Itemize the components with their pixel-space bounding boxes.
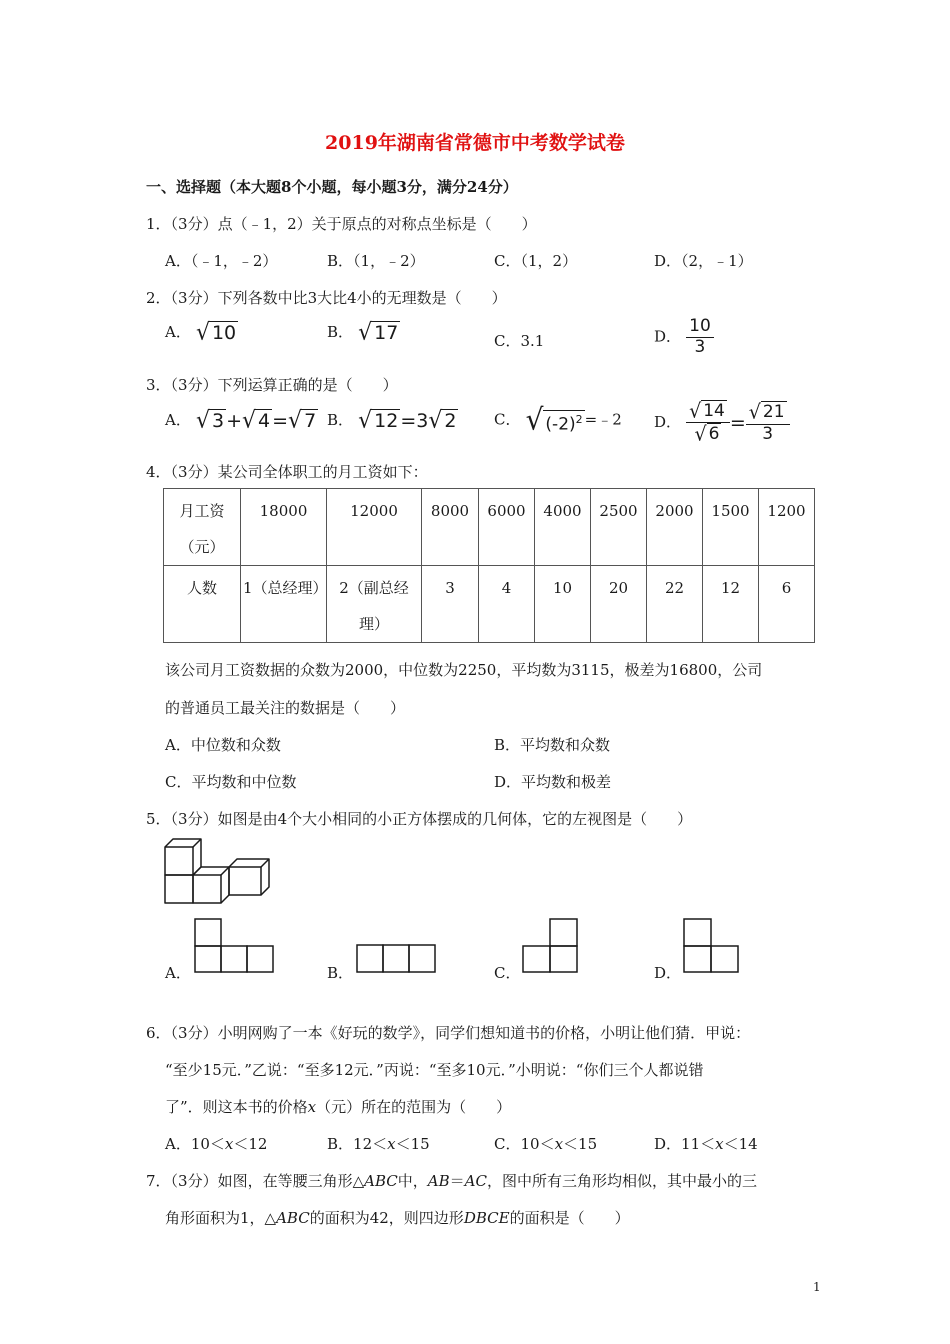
equals-coefficient: =3 [400, 409, 429, 432]
text-segment: 的面积是（ ） [509, 1209, 630, 1227]
radicand: 21 [762, 402, 785, 423]
radicand: 6 [708, 424, 720, 445]
q1-option-d: D．（2，﹣1） [654, 252, 753, 270]
table-cell: 18000 [241, 489, 327, 566]
text-segment: 角形面积为1，△ [165, 1209, 277, 1227]
radicand: 2 [444, 410, 457, 433]
q6-option-b [327, 1133, 430, 1154]
sqrt-expression: √ 10 [195, 319, 237, 346]
radicand: 12 [374, 410, 399, 433]
variable: x [387, 1135, 396, 1153]
equals-sign: = [729, 411, 746, 434]
radicand: 4 [258, 410, 271, 433]
denominator: 3 [694, 336, 706, 357]
table-cell: 3 [422, 566, 479, 643]
question-7-line2 [165, 1207, 630, 1228]
q6-option-c [494, 1133, 597, 1154]
text-segment: ＜12 [233, 1135, 268, 1153]
table-header-salary: 月工资（元） [164, 489, 241, 566]
text-segment: C．10＜ [494, 1135, 555, 1153]
q4-option-b: B．平均数和众数 [494, 736, 611, 754]
q4-option-d: D．平均数和极差 [494, 773, 612, 791]
table-cell: 12000 [327, 489, 422, 566]
table-row [164, 489, 815, 566]
table-cell: 2（副总经理） [327, 566, 422, 643]
q2-option-b [327, 321, 400, 344]
q6-option-a [165, 1133, 267, 1154]
table-cell: 1200 [759, 489, 815, 566]
q1-option-a: A．（﹣1，﹣2） [165, 252, 278, 270]
q3-option-b [327, 409, 458, 432]
q3-a-label: A． [165, 411, 191, 429]
fraction [686, 317, 714, 357]
numerator: √ 21 [746, 401, 790, 424]
variable: ABC [276, 1209, 310, 1227]
table-cell: 22 [647, 566, 703, 643]
q5-option-d-view [683, 918, 741, 974]
text-segment: ，图中所有三角形均相似，其中最小的三 [486, 1172, 757, 1190]
question-6-line3 [165, 1096, 511, 1117]
fraction [746, 401, 790, 444]
table-header-count: 人数 [164, 566, 241, 643]
table-cell: 1（总经理） [241, 566, 327, 643]
plus-sign: + [226, 409, 242, 432]
q2-option-a [165, 321, 238, 344]
text-segment: 了”．则这本书的价格 [165, 1098, 308, 1116]
q3-option-d [654, 400, 790, 445]
radicand: 3 [211, 410, 225, 433]
q1-option-b: B．（1，﹣2） [327, 252, 425, 270]
cube-solid-figure [163, 835, 273, 907]
q5-option-c-view [522, 918, 580, 974]
q6-option-d [654, 1133, 758, 1154]
table-cell: 6000 [479, 489, 535, 566]
q5-option-d-label: D． [654, 964, 682, 982]
text-segment: ＜15 [563, 1135, 598, 1153]
sqrt-expression: √ 4 [241, 407, 271, 434]
sqrt-expression: √ 3 [195, 407, 225, 434]
table-cell: 4000 [535, 489, 591, 566]
question-5-stem: 5．（3分）如图是由4个大小相同的小正方体摆成的几何体，它的左视图是（ ） [146, 810, 693, 828]
text-segment: 7．（3分）如图，在等腰三角形△ [146, 1172, 365, 1190]
question-4-stem: 4．（3分）某公司全体职工的月工资如下： [146, 463, 428, 481]
q3-d-label: D． [654, 413, 682, 432]
sqrt-expression: √ 7 [288, 407, 317, 434]
table-cell: 10 [535, 566, 591, 643]
text-segment: ＜14 [723, 1135, 758, 1153]
text-segment: 的面积为42，则四边形 [309, 1209, 464, 1227]
q2-option-d [654, 317, 714, 357]
question-2-stem: 2．（3分）下列各数中比3大比4小的无理数是（ ） [146, 289, 507, 307]
exponent: 2 [575, 412, 583, 426]
q3-option-c [494, 402, 622, 437]
question-6-line1: 6．（3分）小明网购了一本《好玩的数学》，同学们想知道书的价格，小明让他们猜．甲说： [146, 1024, 751, 1042]
variable: AC [464, 1172, 487, 1190]
text-segment: B．12＜ [327, 1135, 388, 1153]
q5-option-b-view [356, 944, 438, 974]
variable: AB [427, 1172, 450, 1190]
q5-option-a-view [194, 918, 276, 974]
q4-text-line2: 的普通员工最关注的数据是（ ） [165, 699, 406, 717]
radicand: 14 [703, 401, 725, 421]
sqrt-expression: √ 2 [428, 407, 457, 434]
sqrt-expression: √ 12 [358, 407, 399, 434]
question-3-stem: 3．（3分）下列运算正确的是（ ） [146, 376, 398, 394]
q2-option-c: C．3.1 [494, 332, 545, 350]
radicand: 17 [374, 322, 399, 345]
question-1-stem: 1．（3分）点（﹣1，2）关于原点的对称点坐标是（ ） [146, 215, 537, 233]
variable: x [224, 1135, 234, 1153]
table-cell: 1500 [703, 489, 759, 566]
text-segment: 中， [397, 1172, 428, 1190]
table-cell: 6 [759, 566, 815, 643]
numerator: √ 14 [686, 400, 730, 423]
denominator: 3 [762, 423, 774, 444]
radicand: 7 [304, 410, 317, 433]
q2-d-label: D． [654, 327, 682, 346]
table-cell: 2500 [591, 489, 647, 566]
variable: DBCE [463, 1209, 510, 1227]
page-title: 2019年湖南省常德市中考数学试卷 [325, 132, 625, 154]
q1-option-c: C．（1，2） [494, 252, 578, 270]
variable: x [554, 1135, 564, 1153]
q5-option-c-label: C． [494, 964, 521, 982]
fraction [686, 400, 730, 445]
radicand: (-2) [545, 414, 576, 435]
q3-option-a [165, 409, 318, 432]
variable: ABC [364, 1172, 398, 1190]
table-cell: 8000 [422, 489, 479, 566]
text-segment: ＝ [449, 1172, 465, 1190]
denominator: √ 6 [694, 422, 720, 446]
radicand: 10 [211, 322, 237, 345]
text-segment: （元）所在的范围为（ ） [316, 1098, 512, 1116]
page-number: 1 [813, 1280, 821, 1294]
numerator: 10 [686, 317, 714, 338]
sqrt-expression: √ 17 [358, 319, 399, 346]
q5-option-b-label: B． [327, 964, 354, 982]
equals-rhs: =﹣2 [584, 410, 622, 429]
q4-text-line1: 该公司月工资数据的众数为2000，中位数为2250，平均数为3115，极差为16800，公司 [165, 661, 763, 679]
q2-a-label: A． [165, 323, 191, 341]
text-segment: D．11＜ [654, 1135, 716, 1153]
table-cell: 12 [703, 566, 759, 643]
text-segment: ＜15 [395, 1135, 430, 1153]
question-6-line2: “至少15元．”乙说：“至多12元．”丙说：“至多10元．”小明说：“你们三个人都说错 [165, 1061, 704, 1079]
q3-c-label: C． [494, 410, 521, 429]
question-7-line1 [146, 1170, 757, 1191]
sqrt-expression: √ $(-2)^2$ [525, 402, 583, 437]
equals-sign: = [272, 409, 289, 432]
table-cell: 4 [479, 566, 535, 643]
salary-table [163, 488, 815, 643]
text-segment: A．10＜ [165, 1135, 225, 1153]
q5-option-a-label: A． [165, 964, 191, 982]
variable: x [715, 1135, 724, 1153]
q4-option-c: C．平均数和中位数 [165, 773, 297, 791]
q2-b-label: B． [327, 323, 354, 341]
variable: x [307, 1098, 317, 1116]
section-heading: 一、选择题（本大题8个小题，每小题3分，满分24分） [146, 178, 518, 196]
q3-b-label: B． [327, 411, 354, 429]
q4-option-a: A．中位数和众数 [165, 736, 281, 754]
table-cell: 2000 [647, 489, 703, 566]
table-cell: 20 [591, 566, 647, 643]
table-row [164, 566, 815, 643]
